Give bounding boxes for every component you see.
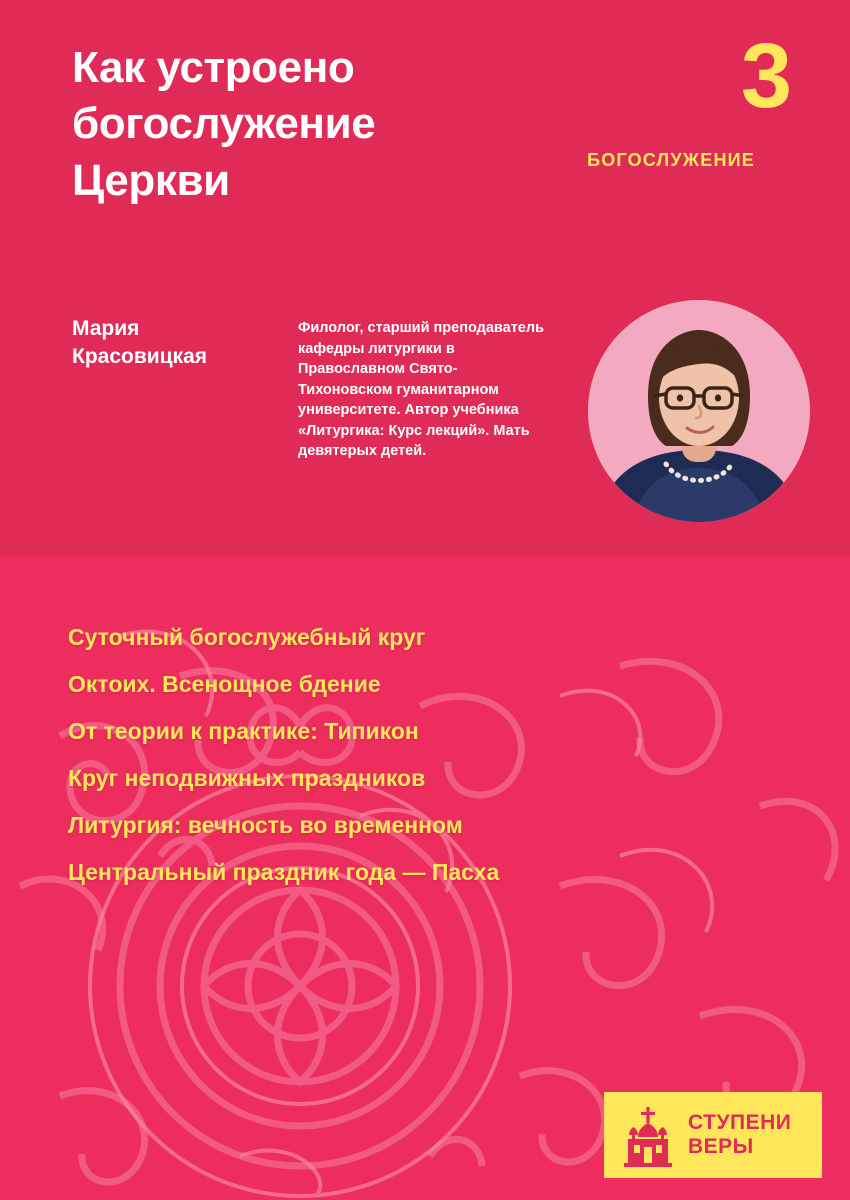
cover-header bbox=[0, 0, 850, 556]
table-of-contents bbox=[68, 626, 708, 908]
logo-text bbox=[688, 1111, 791, 1158]
portrait-illustration bbox=[588, 300, 810, 522]
author-bio: Филолог, старший преподаватель кафедры литургики в Православном Свято-Тихоновском гуманитарном университете. Автор учебника «Литургика: Курс лекций». Мать девятерых детей. bbox=[298, 320, 544, 460]
logo-line-1: СТУПЕНИ bbox=[688, 1111, 792, 1135]
page-title: Как устроено богослужение Церкви bbox=[72, 43, 376, 205]
logo-line-2: ВЕРЫ bbox=[688, 1135, 754, 1158]
publisher-logo bbox=[604, 1092, 822, 1178]
list-item: От теории к практике: Типикон bbox=[68, 718, 419, 744]
list-item: Октоих. Всенощное бдение bbox=[68, 671, 381, 697]
avatar bbox=[588, 300, 810, 522]
list-item: Центральный праздник года — Пасха bbox=[68, 859, 500, 885]
list-item: Круг неподвижных праздников bbox=[68, 765, 426, 791]
list-item: Литургия: вечность во временном bbox=[68, 812, 463, 838]
section-label: БОГОСЛУЖЕНИЕ bbox=[587, 150, 755, 170]
list-item: Суточный богослужебный круг bbox=[68, 624, 426, 650]
church-icon bbox=[618, 1103, 678, 1167]
author-name: Мария Красовицкая bbox=[72, 317, 208, 369]
issue-number: 3 bbox=[740, 25, 792, 127]
